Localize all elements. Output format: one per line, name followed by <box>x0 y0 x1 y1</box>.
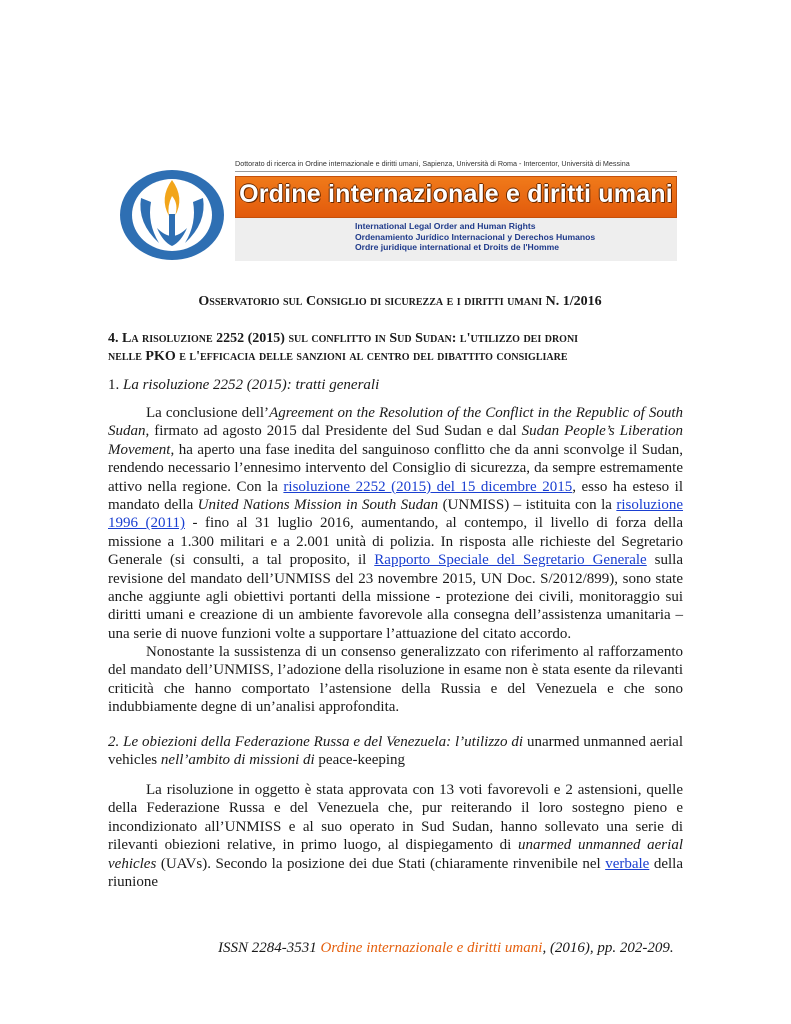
banner-title: Ordine internazionale e diritti umani <box>239 180 673 208</box>
p1-text: sulla revisione del mandato dell’UNMISS del 23 novembre 2015, UN Doc. S/2012/899), sono state anche aggiunte agli obiettivi portanti della missione - protezione dei civili, monitoraggio sui diritti umani e creazione di un ambiente favorevole alla consegna dell’assistenza umanitaria – una serie di nuove funzioni volte a supportare l’attuazione del citato accordo. <box>108 552 683 642</box>
heading-2 <box>108 733 683 770</box>
p3-text: La risoluzione in oggetto è stata approvata con 13 voti favorevoli e 2 astensioni, quelle della Federazione Russa e del Venezuela che, pur reiterando il loro sostegno pieno e incondizionato all’UNMISS e al suo operato in Sud Sudan, hanno sollevato una serie di rilevanti obiezioni relative, in primo luogo, al dispiegamento di <box>108 782 683 854</box>
p1-text: (UNMISS) – istituita con la <box>438 497 617 514</box>
paragraph-1 <box>108 404 683 643</box>
heading-1-number: 1. <box>108 377 123 393</box>
heading-2-italic: nell’ambito di missioni di <box>160 752 315 769</box>
journal-logo-icon <box>117 168 227 262</box>
footer-issn: ISSN 2284-3531 <box>218 940 321 956</box>
p3-text: (UAVs). Secondo la posizione dei due Stati (chiaramente rinvenibile nel <box>156 855 606 872</box>
heading-1-text: La risoluzione 2252 (2015): tratti generali <box>123 377 380 393</box>
p1-italic-unmiss: United Nations Mission in South Sudan <box>197 497 439 514</box>
paragraph-2 <box>108 643 683 717</box>
p1-text: , firmato ad agosto 2015 dal Presidente del Sud Sudan e dal <box>145 423 522 440</box>
banner-subtitles <box>355 221 675 253</box>
banner-doctorate-line: Dottorato di ricerca in Ordine internazionale e diritti umani, Sapienza, Università di Roma - Intercentor, Università di Messina <box>235 159 630 168</box>
section-title-line-1: 4. La risoluzione 2252 (2015) sul conflitto in Sud Sudan: l'utilizzo dei droni <box>108 331 579 346</box>
heading-2-italic: 2. Le obiezioni della Federazione Russa e del Venezuela: l’utilizzo di <box>108 734 524 750</box>
footer-journal-name: Ordine internazionale e diritti umani <box>320 940 543 956</box>
heading-2-text: peace-keeping <box>314 752 406 769</box>
link-resolution-2252[interactable]: risoluzione 2252 (2015) del 15 dicembre 2015 <box>283 478 573 495</box>
p2-text: Nonostante la sussistenza di un consenso generalizzato con riferimento al rafforzamento del mandato dell’UNMISS, l’adozione della risoluzione in esame non è stata esente da rilevanti criticità che hanno comportato l’astensione della Russia e del Venezuela e che sono indubbiamente degne di un’analisi approfondita. <box>108 644 683 716</box>
link-verbale[interactable]: verbale <box>605 855 650 872</box>
banner-divider <box>235 171 677 172</box>
p1-italic-splm: Sudan People’s Liberation Movement <box>108 423 683 458</box>
link-resolution-1996[interactable]: risoluzione 1996 (2011) <box>108 497 684 532</box>
heading-2-text: unarmed unmanned aerial vehicles <box>108 734 684 769</box>
footer-citation: , (2016), pp. 202-209. <box>542 940 674 956</box>
p1-text: , ha aperto una fase inedita del sanguinoso conflitto che da anni sconvolge il Sudan, rendendo necessario l’ennesimo intervento del Consiglio di sicurezza, da sempre estremamente attivo nella regione. Con la <box>108 441 683 495</box>
p1-text: , esso ha esteso il mandato della <box>108 478 683 514</box>
heading-1 <box>108 377 379 394</box>
banner-subtitle-es: Ordenamiento Jurídico Internacional y Derechos Humanos <box>355 231 596 242</box>
paragraph-3 <box>108 781 683 891</box>
observatory-title: Osservatorio sul Consiglio di sicurezza e i diritti umani N. 1/2016 <box>198 294 602 309</box>
section-title <box>108 330 688 366</box>
section-title-line-2: nelle PKO e l'efficacia delle sanzioni al centro del dibattito consigliare <box>108 349 568 364</box>
banner-subtitle-fr: Ordre juridique international et Droits de l'Homme <box>355 242 560 252</box>
p3-italic-uav: unarmed unmanned aerial vehicles <box>108 837 683 872</box>
banner-title-bar <box>235 176 677 218</box>
p1-text: La conclusione dell’ <box>146 405 270 421</box>
p3-text: della riunione <box>108 855 683 891</box>
journal-banner <box>117 158 677 262</box>
link-special-report[interactable]: Rapporto Speciale del Segretario Generale <box>374 552 647 569</box>
p1-italic-agreement: Agreement on the Resolution of the Conflict in the Republic of South Sudan <box>108 405 683 440</box>
banner-subtitle-en: International Legal Order and Human Rights <box>355 221 536 231</box>
p1-text: - fino al 31 luglio 2016, aumentando, al contempo, il livello di forza della missione a 1.300 militari e a 2.001 unità di polizia. In risposta alle richieste del Segretario Generale (si consulti, a tal proposito, il <box>108 515 683 569</box>
page-footer <box>218 940 674 957</box>
